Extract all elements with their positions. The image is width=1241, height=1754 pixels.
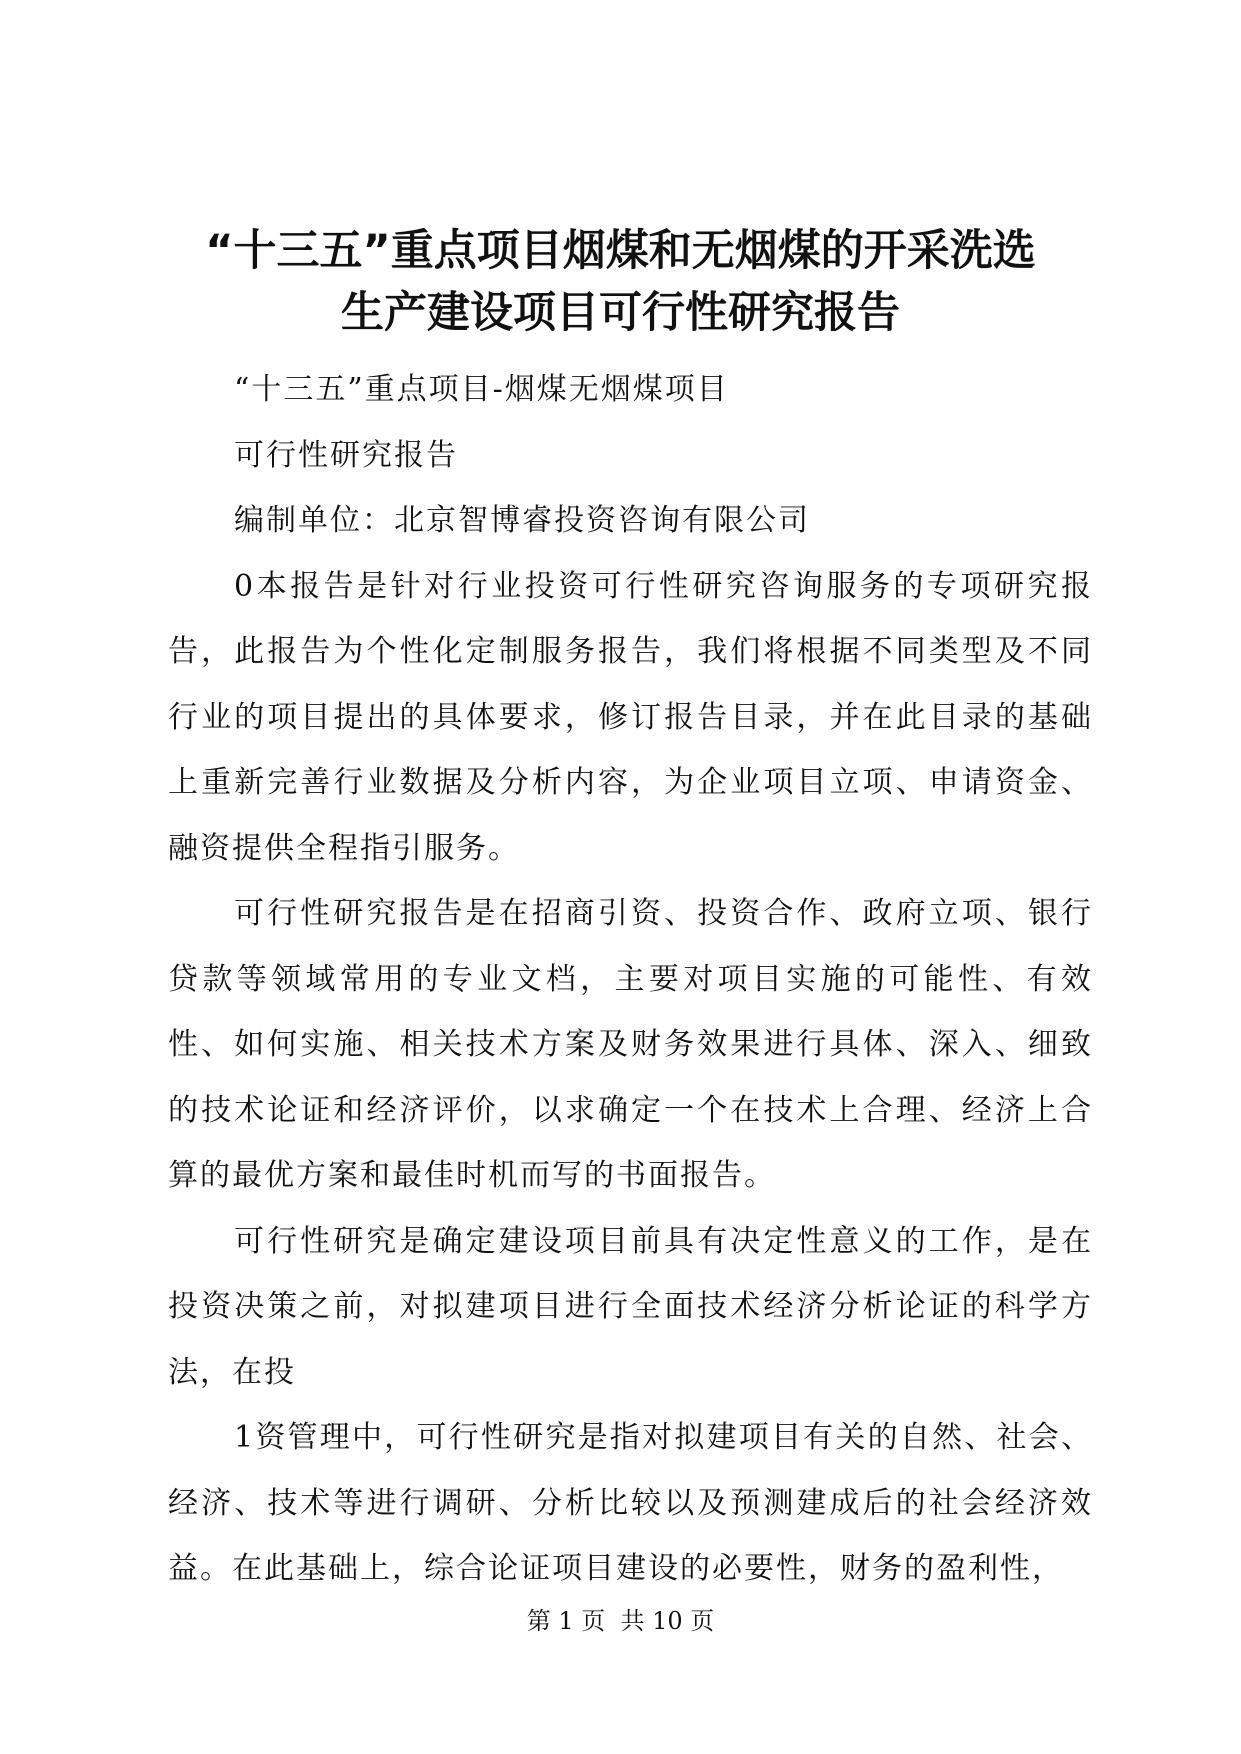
title-line-1: “十三五”重点项目烟煤和无烟煤的开采洗选 bbox=[205, 226, 1036, 276]
paragraph-definition: 可行性研究报告是在招商引资、投资合作、政府立项、银行贷款等领域常用的专业文档，主要对项目实施的可能性、有效性、如何实施、相关技术方案及财务效果进行具体、深入、细致的技术论证和经济评价，以求确定一个在技术上合理、经济上合算的最优方案和最佳时机而写的书面报告。 bbox=[168, 896, 1093, 1193]
document-body bbox=[168, 357, 1093, 1602]
paragraph-intro: 0本报告是针对行业投资可行性研究咨询服务的专项研究报告，此报告为个性化定制服务报告，我们将根据不同类型及不同行业的项目提出的具体要求，修订报告目录，并在此目录的基础上重新完善行业数据及分析内容，为企业项目立项、申请资金、融资提供全程指引服务。 bbox=[168, 568, 1093, 866]
paragraph-significance: 可行性研究是确定建设项目前具有决定性意义的工作，是在投资决策之前，对拟建项目进行全面技术经济分析论证的科学方法，在投 bbox=[168, 1223, 1093, 1390]
document-title bbox=[160, 220, 1081, 344]
title-line-2: 生产建设项目可行性研究报告 bbox=[341, 288, 900, 338]
compiler-line: 编制单位：北京智博睿投资咨询有限公司 bbox=[234, 503, 810, 538]
paragraph-management: 1资管理中，可行性研究是指对拟建项目有关的自然、社会、经济、技术等进行调研、分析比较以及预测建成后的社会经济效益。在此基础上，综合论证项目建设的必要性，财务的盈利性， bbox=[168, 1420, 1093, 1586]
page-number: 第 1 页 共 10 页 bbox=[526, 1607, 715, 1635]
report-type-line: 可行性研究报告 bbox=[234, 437, 458, 473]
project-name-line: “十三五”重点项目-烟煤无烟煤项目 bbox=[234, 372, 729, 407]
page-footer bbox=[0, 1606, 1241, 1636]
